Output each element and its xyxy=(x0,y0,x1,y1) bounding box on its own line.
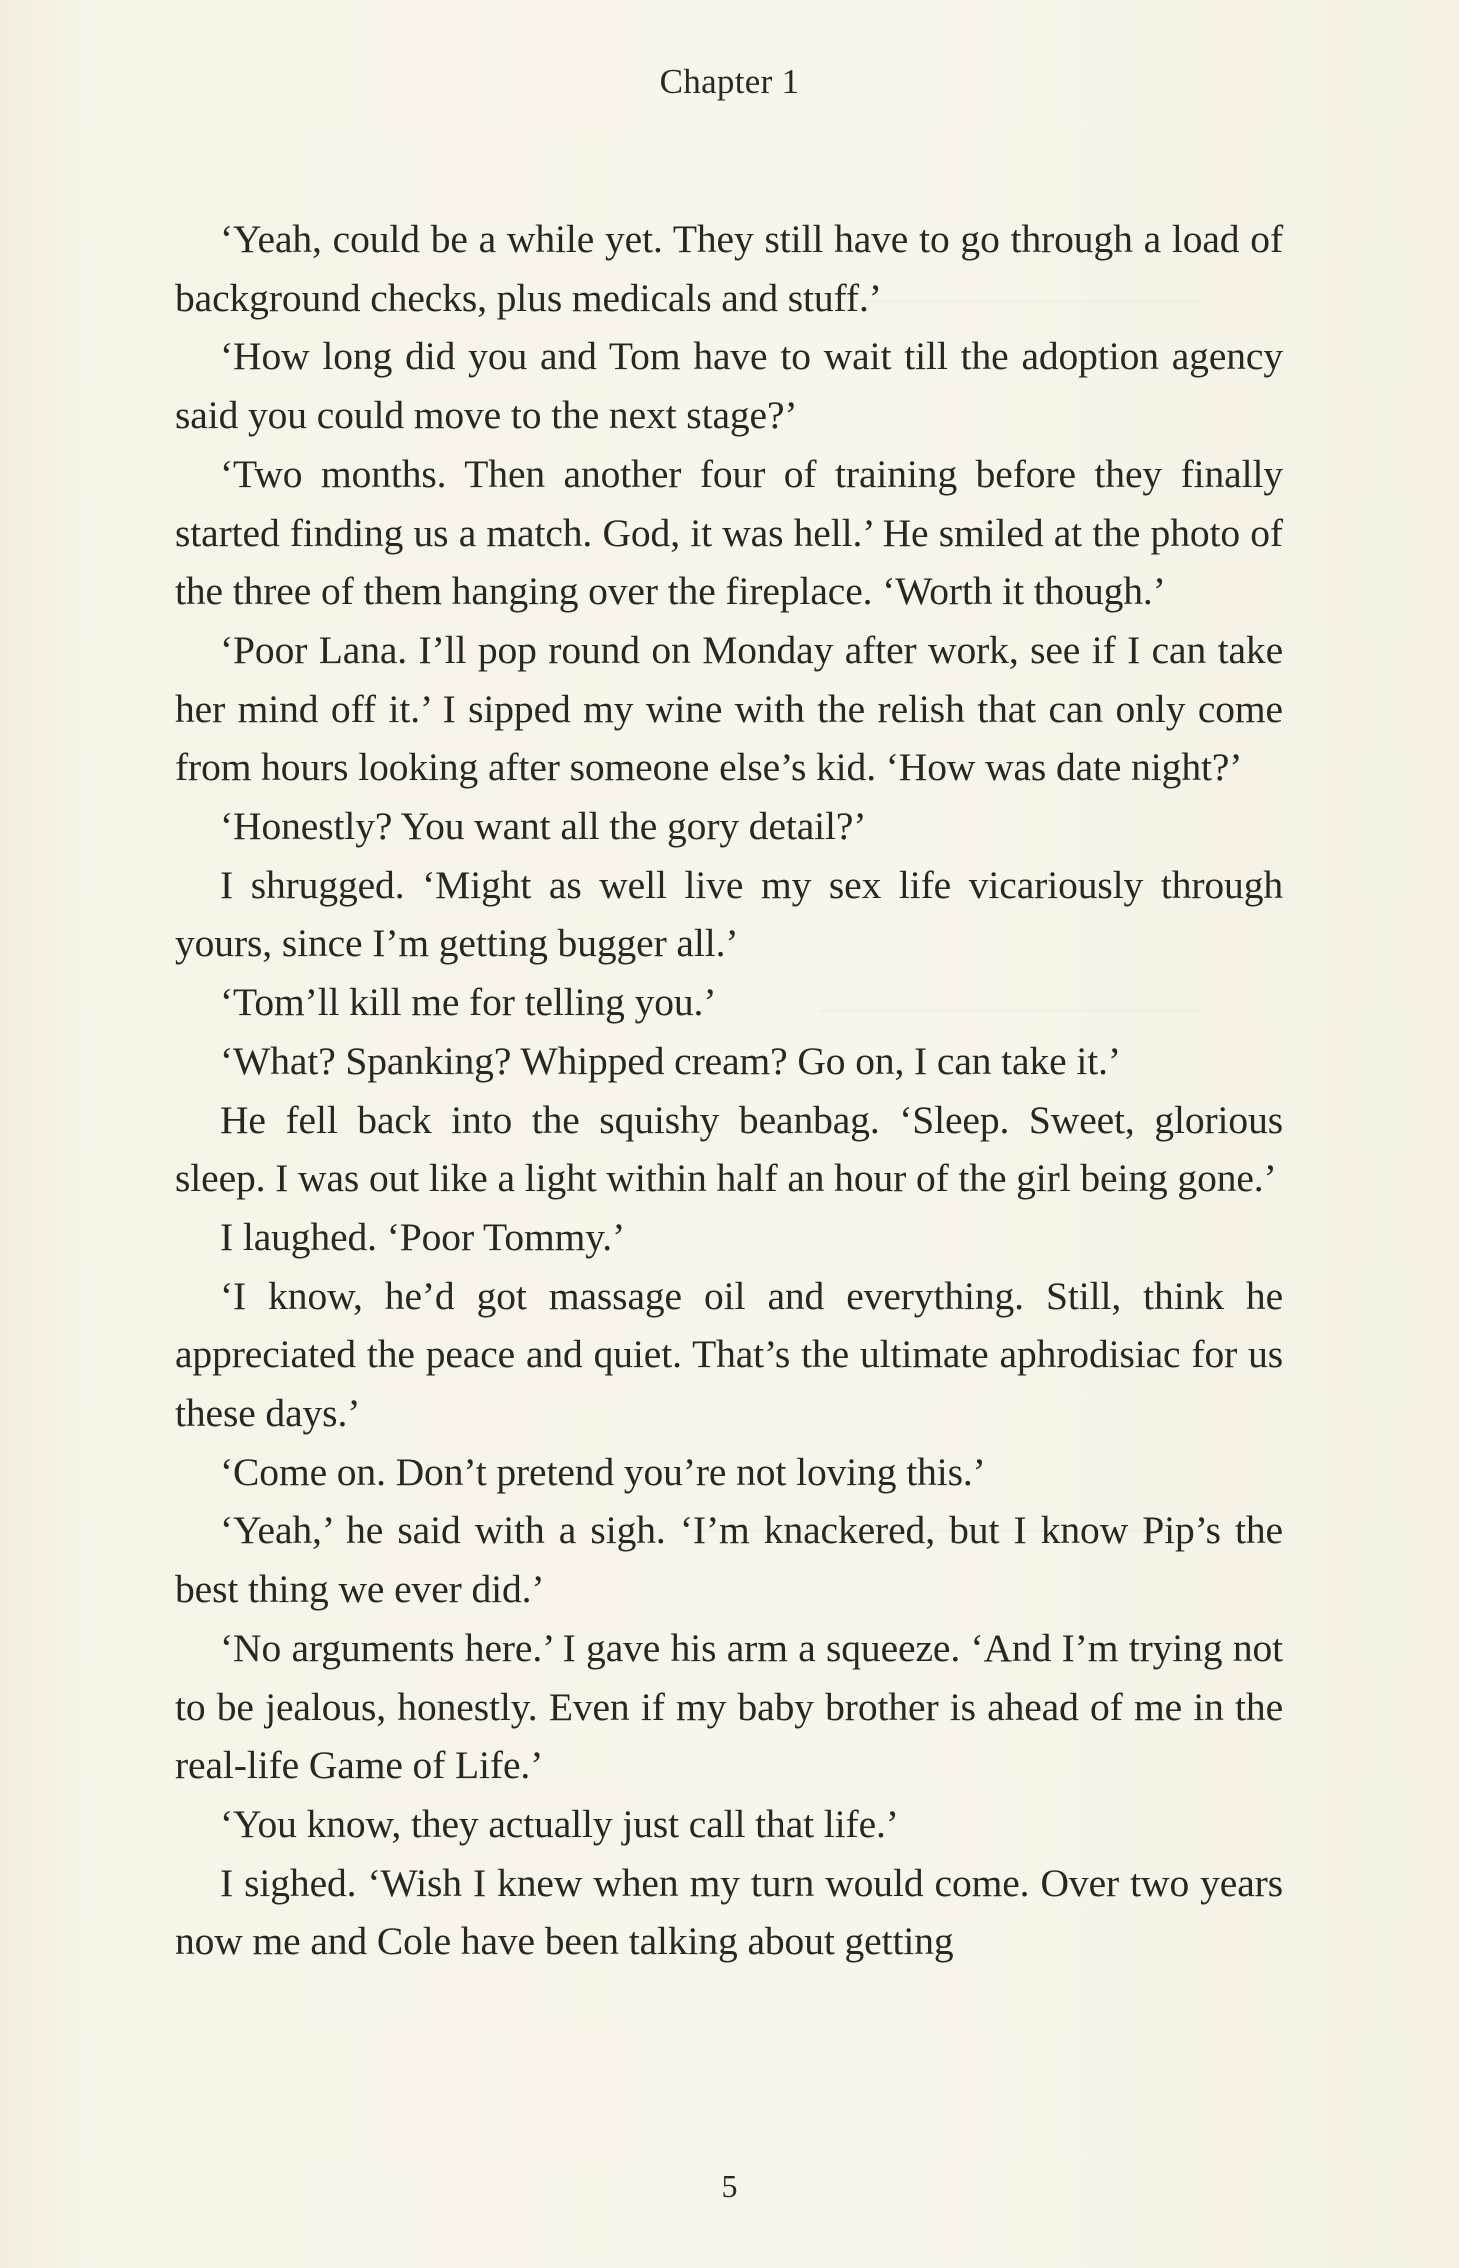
paragraph: ‘Yeah,’ he said with a sigh. ‘I’m knackered, but I know Pip’s the best thing we ever did.’ xyxy=(175,1508,1283,1612)
paragraph: ‘You know, they actually just call that life.’ xyxy=(220,1801,899,1846)
paragraph: ‘What? Spanking? Whipped cream? Go on, I can take it.’ xyxy=(220,1038,1121,1083)
paragraph: ‘How long did you and Tom have to wait till the adoption agency said you could move to the next stage?’ xyxy=(175,334,1283,438)
page-number: 5 xyxy=(721,2168,738,2204)
paragraph: ‘Come on. Don’t pretend you’re not loving this.’ xyxy=(220,1449,986,1494)
chapter-title: Chapter 1 xyxy=(659,62,800,101)
paragraph: ‘No arguments here.’ I gave his arm a squeeze. ‘And I’m trying not to be jealous, honestly. Even if my baby brother is ahead of me in the real-life Game of Life.’ xyxy=(175,1625,1283,1788)
paragraph: ‘Two months. Then another four of training before they finally started finding us a match. God, it was hell.’ He smiled at the photo of the three of them hanging over the fireplace. ‘Worth it though.’ xyxy=(175,451,1283,614)
paragraph: ‘Yeah, could be a while yet. They still have to go through a load of background checks, plus medicals and stuff.’ xyxy=(175,217,1283,320)
body-text xyxy=(175,210,1283,1971)
paragraph: I sighed. ‘Wish I knew when my turn would come. Over two years now me and Cole have been talking about getting xyxy=(175,1860,1283,1964)
paragraph: ‘Honestly? You want all the gory detail?’ xyxy=(220,804,867,849)
paragraph: He fell back into the squishy beanbag. ‘Sleep. Sweet, glorious sleep. I was out like a light within half an hour of the girl being gone.’ xyxy=(175,1097,1283,1201)
paragraph: ‘Tom’ll kill me for telling you.’ xyxy=(220,980,717,1025)
paragraph: I laughed. ‘Poor Tommy.’ xyxy=(220,1214,626,1259)
paragraph: ‘I know, he’d got massage oil and everything. Still, think he appreciated the peace and quiet. That’s the ultimate aphrodisiac for us these days.’ xyxy=(175,1273,1283,1436)
paragraph: ‘Poor Lana. I’ll pop round on Monday after work, see if I can take her mind off it.’ I sipped my wine with the relish that can only come from hours looking after someone else’s kid. ‘How was date night?’ xyxy=(175,627,1283,790)
paragraph: I shrugged. ‘Might as well live my sex life vicariously through yours, since I’m getting bugger all.’ xyxy=(175,862,1283,966)
